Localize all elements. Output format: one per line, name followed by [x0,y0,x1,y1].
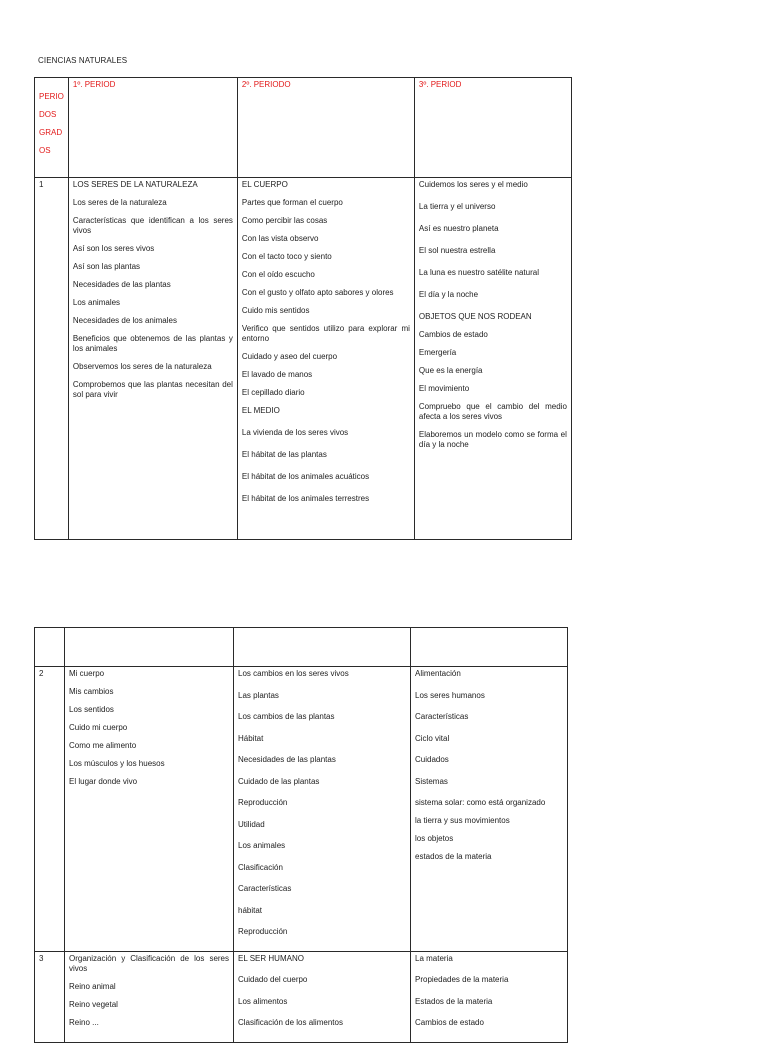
topic-item: Con el tacto toco y siento [241,252,332,261]
topic-item: El lavado de manos [241,370,313,379]
topic-item: LOS SERES DE LA NATURALEZA [72,180,198,189]
topic-list-sistemas [415,798,563,862]
topic-item: Mi cuerpo [69,669,105,678]
topic-item: La tierra y el universo [418,202,496,211]
topic-item: OBJETOS QUE NOS RODEAN [418,312,532,321]
periods-grades-label: PERIO DOS GRAD OS [39,92,64,155]
topic-item: Los alimentos [238,996,288,1006]
grade-cell [35,951,65,1042]
period-2-topics [234,667,411,952]
period-2-header [237,78,414,178]
header-row [35,78,572,178]
topic-item: Reino animal [69,981,116,991]
topic-item: El hábitat de los animales acuáticos [241,472,370,481]
period-3-topics [411,951,568,1042]
topic-item: Estados de la materia [415,996,493,1006]
topic-item: Hábitat [238,733,264,743]
topic-item: Comprobemos que las plantas necesitan del sol para vivir [72,380,233,399]
topic-item: Mis cambios [69,687,114,696]
topic-item: estados de la materia [415,852,492,861]
topic-item: Los sentidos [69,705,114,714]
document-title: CIENCIAS NATURALES [38,56,128,65]
topic-item: Beneficios que obtenemos de las plantas y los animales [72,334,233,353]
topic-item: Así son los seres vivos [72,244,155,253]
period-1-topics [65,667,234,952]
topic-item: Cambios de estado [415,1018,484,1027]
topic-item: Cuidemos los seres y el medio [418,180,528,189]
topic-list [238,669,406,937]
grade-2-row [35,667,568,952]
topic-item: Cambios de estado [418,330,488,339]
topic-item: Como percibir las cosas [241,216,328,225]
topic-item: hábitat [238,905,263,915]
topic-item: Utilidad [238,819,265,829]
topic-item: Cuido mis sentidos [241,306,310,315]
topic-item: sistema solar: como está organizado [415,798,546,807]
topic-item: Los animales [72,298,121,307]
grade-cell [35,667,65,952]
period-3-label: 3º. PERIOD [418,80,462,89]
topic-item: Como me alimento [69,741,137,750]
topic-item: Clasificación de los alimentos [238,1018,343,1027]
grade-cell [35,178,69,540]
topic-list [419,180,567,300]
topic-item: El día y la noche [418,290,479,299]
grade-1-row [35,178,572,540]
corner-cell [35,78,69,178]
grade-number: 3 [39,953,44,963]
topic-item: Los cambios de las plantas [238,712,335,721]
topic-item: El sol nuestra estrella [418,246,496,255]
topic-item: EL SER HUMANO [238,953,304,963]
topic-item: Los seres humanos [415,690,485,700]
period-1-header [68,78,237,178]
topic-item: Las plantas [238,690,279,700]
period-1-topics [65,951,234,1042]
topic-item: Características [415,712,469,721]
period-3-topics [414,178,571,540]
topic-item: El hábitat de los animales terrestres [241,494,370,503]
topic-item: El hábitat de las plantas [241,450,327,459]
period-2-topics [234,951,411,1042]
grade-number: 1 [39,180,44,189]
topic-item: Alimentación [415,669,461,678]
topic-item: Emergería [418,348,457,357]
topic-item: Compruebo que el cambio del medio afecta a los seres vivos [418,402,567,421]
curriculum-table-1 [34,77,572,540]
curriculum-table-2 [34,627,568,1043]
topic-list [69,669,229,787]
topic-item: Reino ... [69,1017,99,1027]
topic-list [415,669,563,787]
topic-item: Reino vegetal [69,999,118,1009]
topic-item: Cuidados [415,755,449,764]
grade-3-row [35,951,568,1042]
empty-header-row [35,628,568,667]
topic-item: Con el oído escucho [241,270,315,279]
topic-item: Reproducción [238,927,288,936]
topic-item: La vivienda de los seres vivos [241,428,349,437]
topic-item: Que es la energía [418,366,483,375]
topic-item: Los músculos y los huesos [69,759,165,768]
topic-item: los objetos [415,834,454,843]
topic-item: Organización y Clasificación de los seres vivos [69,953,229,973]
topic-item: Elaboremos un modelo como se forma el día y la noche [418,430,567,449]
topic-item: Necesidades de las plantas [72,280,171,289]
topic-item: Cuidado del cuerpo [238,975,308,984]
topic-item: Clasificación [238,862,283,872]
topic-list [238,954,406,1029]
topic-item: Con las vista observo [241,234,319,243]
topic-item: El cepillado diario [241,388,305,397]
topic-item: Verifico que sentidos utilizo para explorar mi entorno [241,324,410,343]
topic-item: Así es nuestro planeta [418,224,499,233]
topic-item: Necesidades de las plantas [238,755,336,764]
topic-item: EL CUERPO [241,180,288,189]
topic-item: Cuidado y aseo del cuerpo [241,352,338,361]
topic-list [73,180,233,400]
topic-item: Cuidado de las plantas [238,776,320,786]
topic-item: Los animales [238,841,286,850]
period-1-label: 1º. PERIOD [72,80,116,89]
topic-item: EL MEDIO [241,406,280,415]
topic-item: Necesidades de los animales [72,316,177,325]
topic-item: Los seres de la naturaleza [72,198,167,207]
topic-item: Reproducción [238,798,288,807]
topic-item: Características que identifican a los seres vivos [72,216,233,235]
topic-item: La luna es nuestro satélite natural [418,268,539,277]
topic-item: Propiedades de la materia [415,975,509,984]
topic-item: El lugar donde vivo [69,777,138,786]
period-3-topics [411,667,568,952]
topic-item: Partes que forman el cuerpo [241,198,343,207]
topic-list [69,954,229,1028]
period-2-label: 2º. PERIODO [241,80,291,89]
topic-item: Cuido mi cuerpo [69,723,128,732]
topic-list [242,180,410,398]
topic-list-medio [242,406,410,504]
topic-item: Ciclo vital [415,733,450,743]
topic-item: Los cambios en los seres vivos [238,669,349,678]
topic-item: Con el gusto y olfato apto sabores y olores [241,288,394,297]
period-2-topics [237,178,414,540]
topic-item: Observemos los seres de la naturaleza [72,362,212,371]
topic-item: Sistemas [415,776,448,786]
topic-list-objetos [419,312,567,450]
topic-list [415,954,563,1029]
topic-item: El movimiento [418,384,470,393]
topic-item: la tierra y sus movimientos [415,816,510,825]
topic-item: Características [238,884,292,893]
topic-item: Así son las plantas [72,262,141,271]
period-1-topics [68,178,237,540]
topic-item: La materia [415,953,453,963]
grade-number: 2 [39,669,44,678]
period-3-header [414,78,571,178]
